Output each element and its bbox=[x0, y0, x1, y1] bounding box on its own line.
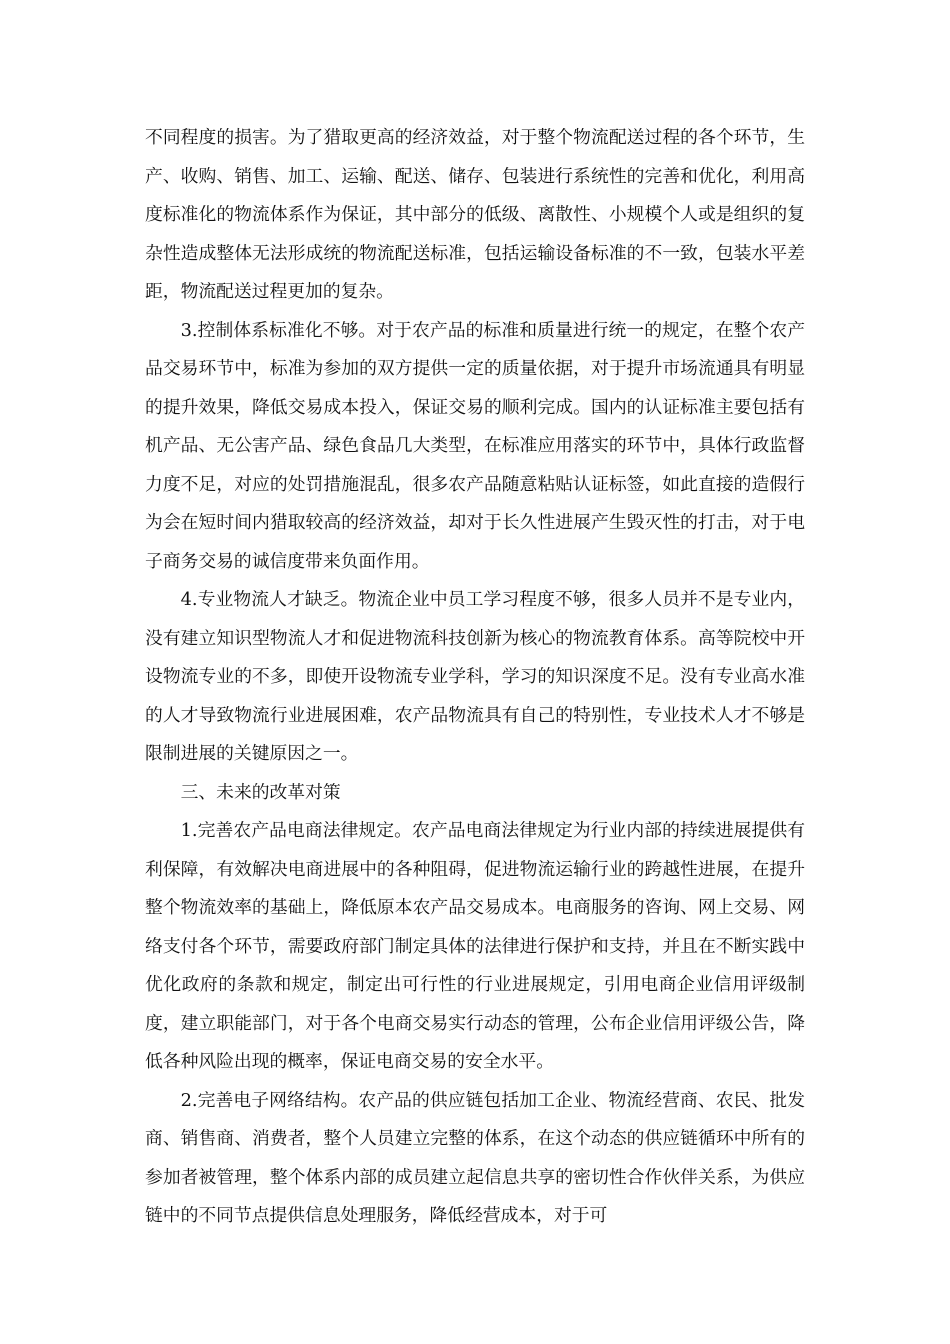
section-heading-future-reforms: 三、未来的改革对策 bbox=[180, 781, 341, 803]
paragraph-ecommerce-law: 1.完善农产品电商法律规定。农产品电商法律规定为行业内部的持续进展提供有利保障，有效解决电商进展中的各种阻碍，促进物流运输行业的跨越性进展，在提升整个物流效率的基础上，降低原本农产品交易成本。电商服务的咨询、网上交易、网络支付各个环节，需要政府部门制定具体的法律进行保护和支持，并且在不断实践中优化政府的条款和规定，制定出可行性的行业进展规定，引用电商企业信用评级制度，建立职能部门，对于各个电商交易实行动态的管理，公布企业信用评级公告，降低各种风险出现的概率，保证电商交易的安全水平。 bbox=[145, 820, 805, 1072]
document-page bbox=[145, 119, 805, 1236]
paragraph-continuation: 不同程度的损害。为了猎取更高的经济效益，对于整个物流配送过程的各个环节，生产、收购、销售、加工、运输、配送、储存、包装进行系统性的完善和优化，利用高度标准化的物流体系作为保证，其中部分的低级、离散性、小规模个人或是组织的复杂性造成整体无法形成统的物流配送标准，包括运输设备标准的不一致，包装水平差距，物流配送过程更加的复杂。 bbox=[145, 127, 805, 302]
paragraph-logistics-talent: 4.专业物流人才缺乏。物流企业中员工学习程度不够，很多人员并不是专业内，没有建立知识型物流人才和促进物流科技创新为核心的物流教育体系。高等院校中开设物流专业的不多，即使开设物流专业学科，学习的知识深度不足。没有专业高水准的人才导致物流行业进展困难，农产品物流具有自己的特别性，专业技术人才不够是限制进展的关键原因之一。 bbox=[145, 589, 805, 764]
paragraph-control-standardization: 3.控制体系标准化不够。对于农产品的标准和质量进行统一的规定，在整个农产品交易环节中，标准为参加的双方提供一定的质量依据，对于提升市场流通具有明显的提升效果，降低交易成本投入，保证交易的顺利完成。国内的认证标准主要包括有机产品、无公害产品、绿色食品几大类型，在标准应用落实的环节中，具体行政监督力度不足，对应的处罚措施混乱，很多农产品随意粘贴认证标签，如此直接的造假行为会在短时间内猎取较高的经济效益，却对于长久性进展产生毁灭性的打击，对于电子商务交易的诚信度带来负面作用。 bbox=[145, 319, 805, 572]
paragraph-network-structure: 2.完善电子网络结构。农产品的供应链包括加工企业、物流经营商、农民、批发商、销售商、消费者，整个人员建立完整的体系，在这个动态的供应链循环中所有的参加者被管理，整个体系内部的成员建立起信息共享的密切性合作伙伴关系，为供应链中的不同节点提供信息处理服务，降低经营成本，对于可 bbox=[145, 1089, 805, 1226]
